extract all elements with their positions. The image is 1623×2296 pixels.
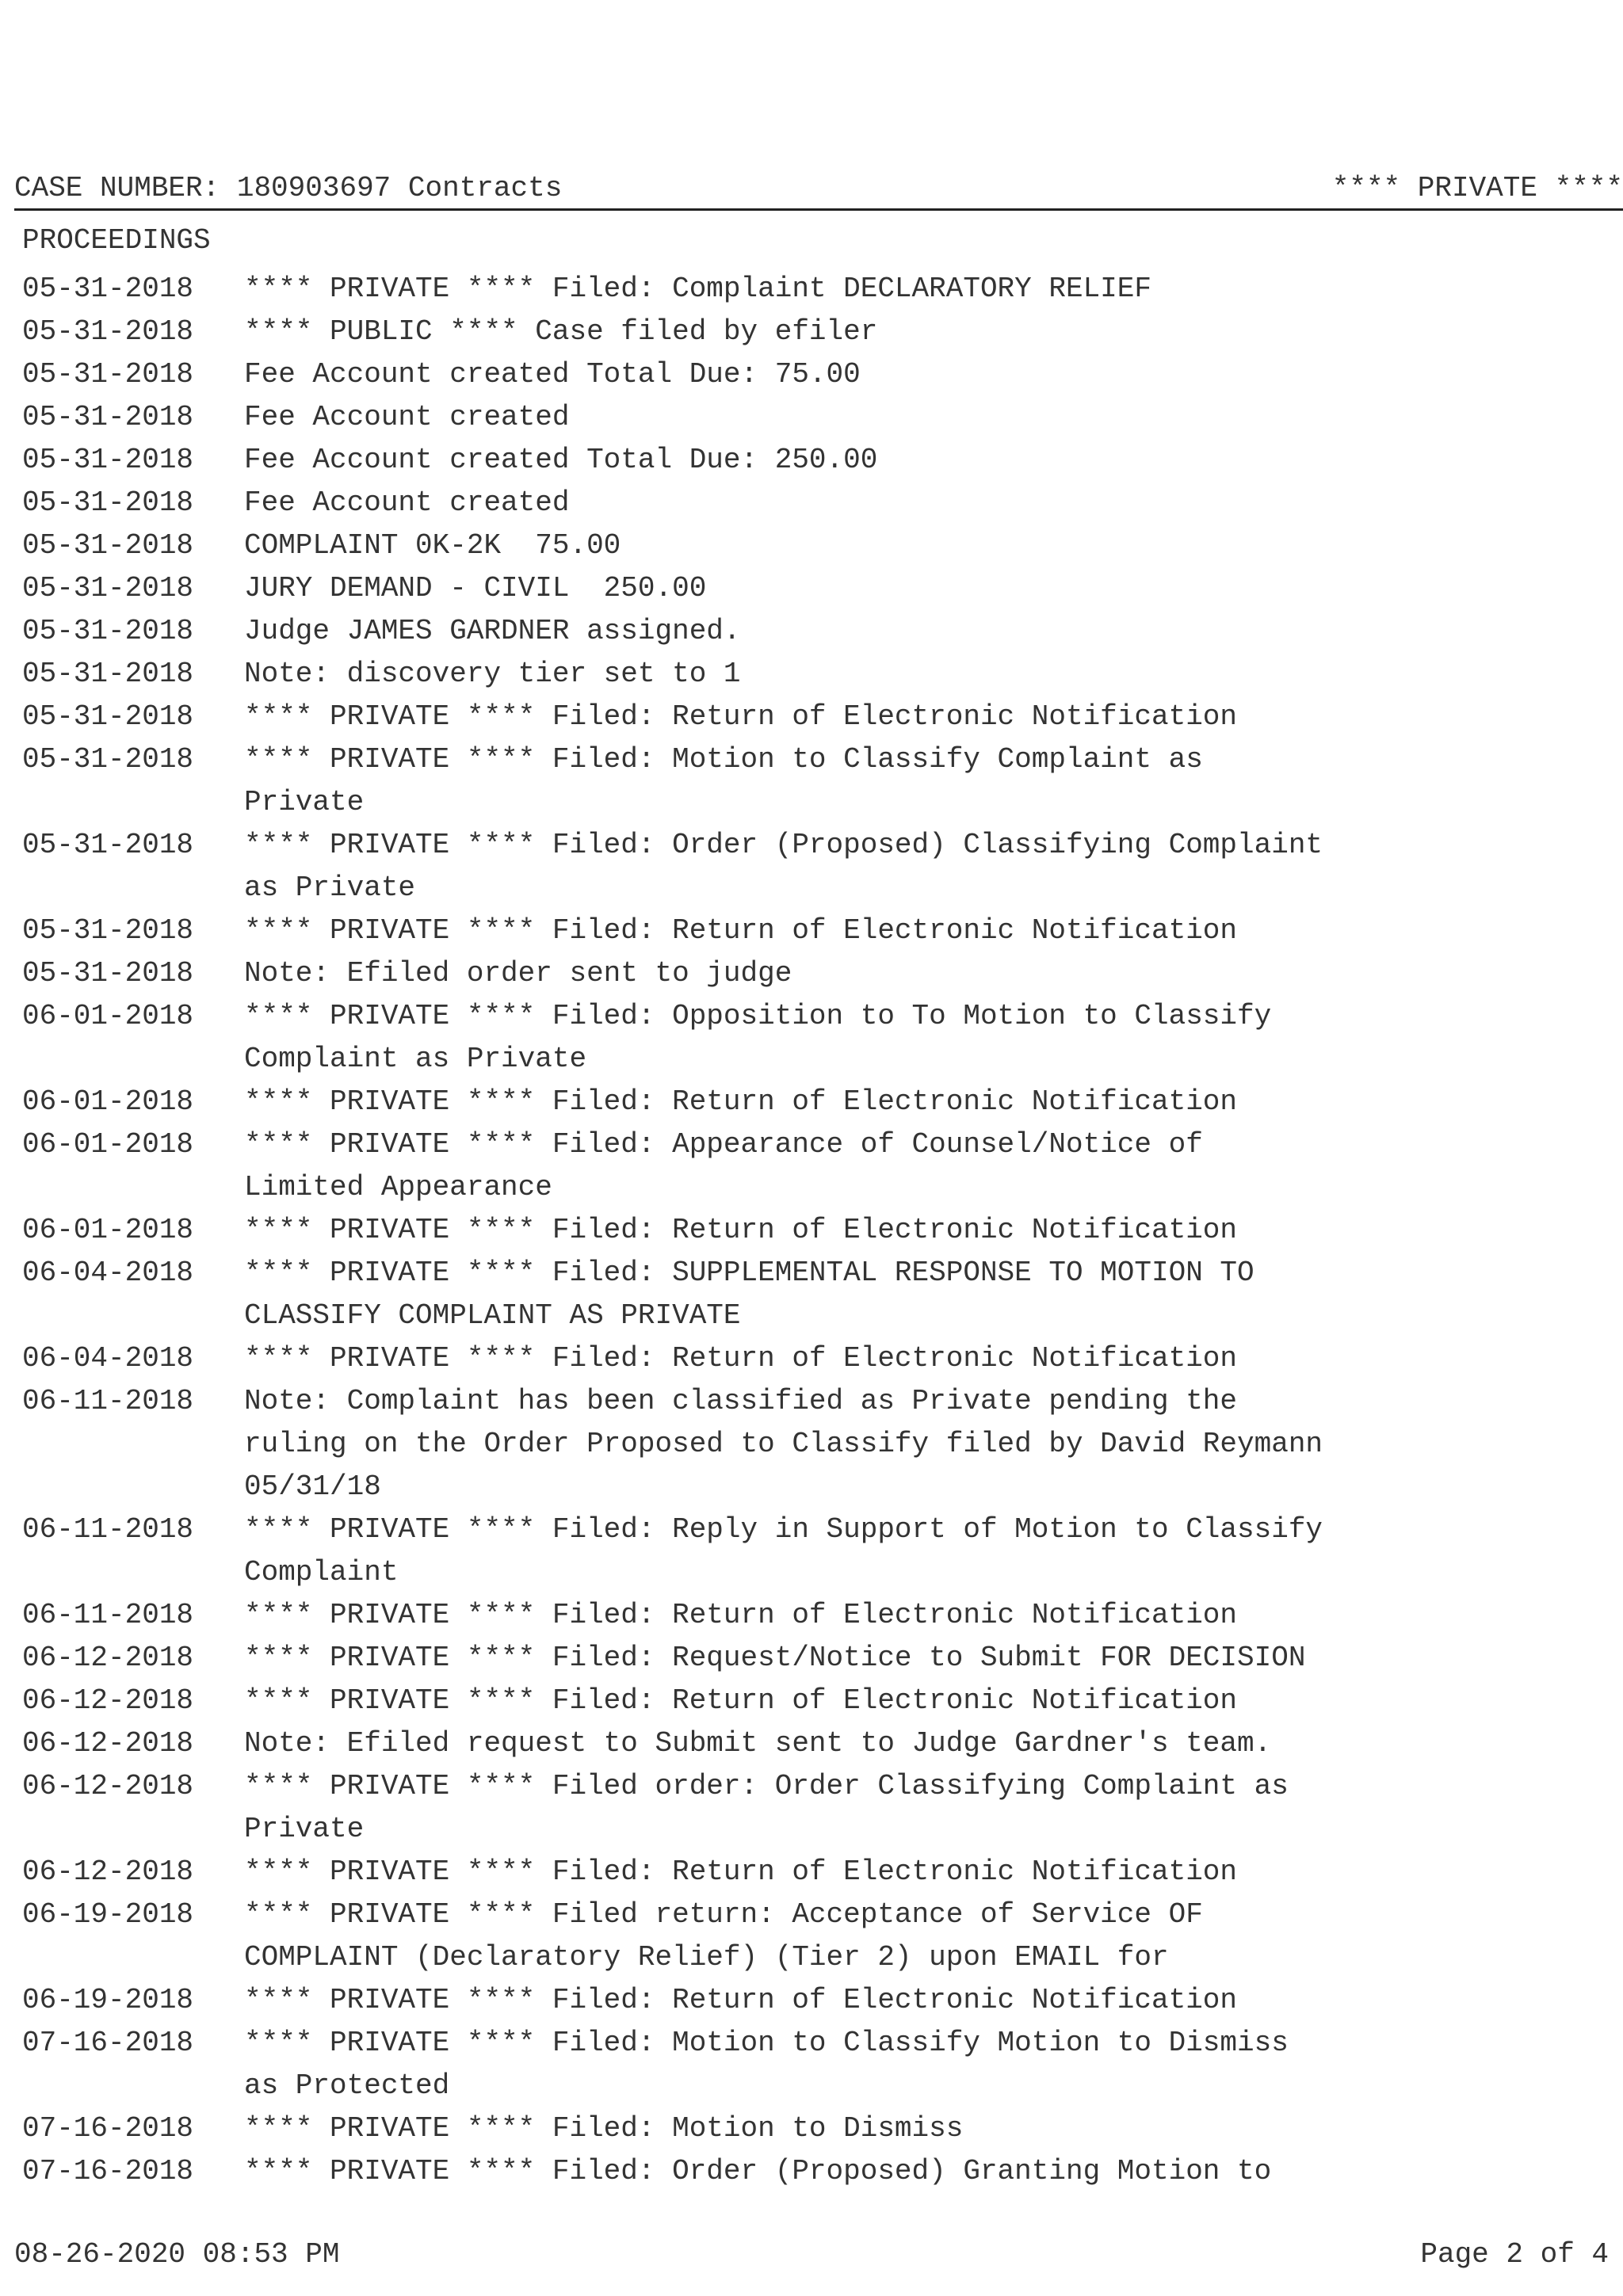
proceeding-entry (22, 1722, 1599, 1765)
entry-text (244, 268, 1599, 311)
entry-text (244, 653, 1599, 696)
entry-date: 06-04-2018 (22, 1257, 194, 1289)
entry-date: 06-01-2018 (22, 1214, 194, 1246)
page-header (14, 170, 1623, 211)
entry-text-line: **** PRIVATE **** Filed: Motion to Classify Motion to Dismiss (244, 2027, 1289, 2059)
entry-text-line: Note: Efiled order sent to judge (244, 957, 792, 990)
proceeding-entry (22, 2107, 1599, 2150)
proceeding-entry (22, 1252, 1599, 1337)
proceeding-entry (22, 567, 1599, 610)
entry-text (244, 2107, 1599, 2150)
proceeding-entry (22, 353, 1599, 396)
entry-text-line: CLASSIFY COMPLAINT AS PRIVATE (244, 1299, 741, 1332)
entry-text (244, 1979, 1599, 2022)
entry-text (244, 353, 1599, 396)
proceeding-entry (22, 2150, 1599, 2193)
entry-text (244, 439, 1599, 482)
printed-timestamp: 08-26-2020 08:53 PM (14, 2238, 340, 2271)
entry-text (244, 995, 1599, 1081)
proceeding-entry (22, 1337, 1599, 1380)
entry-text-line: Private (244, 1813, 365, 1845)
entry-text-line: **** PRIVATE **** Filed: Motion to Dismiss (244, 2112, 964, 2145)
entry-text-line: Complaint (244, 1556, 399, 1589)
entry-text (244, 1508, 1599, 1594)
proceeding-entry (22, 1680, 1599, 1722)
entry-text-line: **** PRIVATE **** Filed: Return of Electronic Notification (244, 1984, 1238, 2016)
entry-date: 05-31-2018 (22, 615, 194, 647)
entry-text-line: as Protected (244, 2069, 450, 2102)
proceeding-entry (22, 1894, 1599, 1979)
entry-text-line: Limited Appearance (244, 1171, 552, 1203)
entry-date: 07-16-2018 (22, 2112, 194, 2145)
entry-text (244, 738, 1599, 824)
entry-date: 05-31-2018 (22, 486, 194, 519)
proceedings-list (22, 268, 1599, 2193)
proceeding-entry (22, 1209, 1599, 1252)
entry-text-line: Fee Account created Total Due: 250.00 (244, 444, 878, 476)
entry-text (244, 1337, 1599, 1380)
entry-text (244, 1252, 1599, 1337)
entry-text-line: **** PRIVATE **** Filed: Return of Electronic Notification (244, 1214, 1238, 1246)
entry-text-line: **** PRIVATE **** Filed: Reply in Support of Motion to Classify (244, 1513, 1323, 1546)
proceeding-entry (22, 952, 1599, 995)
entry-text-line: **** PRIVATE **** Filed return: Acceptance of Service OF (244, 1898, 1203, 1931)
proceeding-entry (22, 653, 1599, 696)
proceeding-entry (22, 1765, 1599, 1851)
entry-date: 07-16-2018 (22, 2027, 194, 2059)
entry-date: 05-31-2018 (22, 358, 194, 391)
proceeding-entry (22, 1508, 1599, 1594)
entry-text-line: COMPLAINT 0K-2K 75.00 (244, 529, 621, 562)
proceeding-entry (22, 1081, 1599, 1123)
proceeding-entry (22, 268, 1599, 311)
entry-text-line: **** PRIVATE **** Filed: Order (Proposed) Classifying Complaint (244, 829, 1323, 861)
entry-text (244, 482, 1599, 524)
entry-text-line: Note: discovery tier set to 1 (244, 658, 741, 690)
entry-text-line: **** PRIVATE **** Filed: Return of Electronic Notification (244, 1342, 1238, 1375)
entry-date: 06-12-2018 (22, 1855, 194, 1888)
entry-date: 06-19-2018 (22, 1984, 194, 2016)
entry-text-line: ruling on the Order Proposed to Classify filed by David Reymann (244, 1428, 1323, 1460)
entry-text-line: Note: Efiled request to Submit sent to Judge Gardner's team. (244, 1727, 1272, 1760)
entry-text-line: Fee Account created (244, 401, 570, 433)
privacy-label: **** PRIVATE **** (1331, 172, 1623, 204)
entry-text (244, 2150, 1599, 2193)
proceeding-entry (22, 910, 1599, 952)
entry-date: 05-31-2018 (22, 315, 194, 348)
proceeding-entry (22, 1594, 1599, 1637)
entry-text-line: Complaint as Private (244, 1043, 587, 1075)
entry-date: 05-31-2018 (22, 914, 194, 947)
entry-text-line: **** PRIVATE **** Filed: SUPPLEMENTAL RESPONSE TO MOTION TO (244, 1257, 1254, 1289)
proceeding-entry (22, 439, 1599, 482)
entry-text-line: Note: Complaint has been classified as Private pending the (244, 1385, 1238, 1417)
entry-text-line: Judge JAMES GARDNER assigned. (244, 615, 741, 647)
entry-text (244, 1594, 1599, 1637)
entry-text-line: Fee Account created Total Due: 75.00 (244, 358, 861, 391)
entry-text-line: **** PRIVATE **** Filed: Order (Proposed) Granting Motion to (244, 2155, 1272, 2187)
entry-text-line: **** PRIVATE **** Filed: Return of Electronic Notification (244, 1599, 1238, 1631)
entry-text (244, 910, 1599, 952)
entry-text-line: COMPLAINT (Declaratory Relief) (Tier 2) upon EMAIL for (244, 1941, 1169, 1974)
entry-text (244, 1851, 1599, 1894)
entry-text (244, 567, 1599, 610)
entry-date: 05-31-2018 (22, 658, 194, 690)
entry-date: 06-19-2018 (22, 1898, 194, 1931)
entry-date: 05-31-2018 (22, 529, 194, 562)
entry-text-line: **** PRIVATE **** Filed: Appearance of Counsel/Notice of (244, 1128, 1203, 1161)
entry-text (244, 952, 1599, 995)
entry-text (244, 1894, 1599, 1979)
entry-text-line: JURY DEMAND - CIVIL 250.00 (244, 572, 707, 605)
entry-date: 06-11-2018 (22, 1599, 194, 1631)
proceeding-entry (22, 1637, 1599, 1680)
entry-date: 05-31-2018 (22, 743, 194, 776)
proceeding-entry (22, 1851, 1599, 1894)
entry-text (244, 1680, 1599, 1722)
entry-date: 05-31-2018 (22, 273, 194, 305)
entry-text-line: **** PUBLIC **** Case filed by efiler (244, 315, 878, 348)
entry-text (244, 696, 1599, 738)
proceeding-entry (22, 311, 1599, 353)
entry-text (244, 1123, 1599, 1209)
proceeding-entry (22, 824, 1599, 910)
entry-date: 06-01-2018 (22, 1085, 194, 1118)
case-number: CASE NUMBER: 180903697 Contracts (14, 172, 563, 204)
entry-date: 06-12-2018 (22, 1770, 194, 1802)
entry-date: 06-11-2018 (22, 1513, 194, 1546)
entry-text (244, 524, 1599, 567)
entry-date: 05-31-2018 (22, 401, 194, 433)
entry-text (244, 1765, 1599, 1851)
proceeding-entry (22, 396, 1599, 439)
entry-text-line: **** PRIVATE **** Filed: Return of Electronic Notification (244, 1085, 1238, 1118)
entry-text-line: **** PRIVATE **** Filed: Return of Electronic Notification (244, 700, 1238, 733)
proceeding-entry (22, 610, 1599, 653)
entry-text-line: **** PRIVATE **** Filed: Return of Electronic Notification (244, 914, 1238, 947)
entry-date: 06-01-2018 (22, 1000, 194, 1032)
entry-date: 07-16-2018 (22, 2155, 194, 2187)
entry-text (244, 1209, 1599, 1252)
entry-text-line: as Private (244, 871, 416, 904)
entry-text-line: **** PRIVATE **** Filed: Request/Notice to Submit FOR DECISION (244, 1642, 1306, 1674)
entry-text-line: **** PRIVATE **** Filed: Opposition to To Motion to Classify (244, 1000, 1272, 1032)
entry-date: 05-31-2018 (22, 444, 194, 476)
entry-date: 05-31-2018 (22, 957, 194, 990)
proceedings-title: PROCEEDINGS (22, 224, 211, 257)
entry-text-line: Private (244, 786, 365, 818)
proceeding-entry (22, 482, 1599, 524)
entry-text (244, 311, 1599, 353)
entry-text-line: **** PRIVATE **** Filed: Return of Electronic Notification (244, 1855, 1238, 1888)
entry-date: 05-31-2018 (22, 829, 194, 861)
proceeding-entry (22, 995, 1599, 1081)
proceeding-entry (22, 1380, 1599, 1508)
page-number: Page 2 of 4 (1420, 2238, 1609, 2271)
entry-text (244, 824, 1599, 910)
entry-text-line: **** PRIVATE **** Filed order: Order Classifying Complaint as (244, 1770, 1289, 1802)
entry-date: 05-31-2018 (22, 572, 194, 605)
entry-date: 06-12-2018 (22, 1642, 194, 1674)
proceeding-entry (22, 2022, 1599, 2107)
entry-date: 06-01-2018 (22, 1128, 194, 1161)
proceeding-entry (22, 524, 1599, 567)
entry-date: 05-31-2018 (22, 700, 194, 733)
entry-text-line: **** PRIVATE **** Filed: Return of Electronic Notification (244, 1684, 1238, 1717)
entry-text (244, 610, 1599, 653)
entry-date: 06-12-2018 (22, 1684, 194, 1717)
entry-text-line: Fee Account created (244, 486, 570, 519)
entry-text-line: **** PRIVATE **** Filed: Complaint DECLARATORY RELIEF (244, 273, 1151, 305)
entry-text (244, 1637, 1599, 1680)
entry-date: 06-11-2018 (22, 1385, 194, 1417)
entry-text (244, 2022, 1599, 2107)
entry-text (244, 1380, 1599, 1508)
proceeding-entry (22, 1979, 1599, 2022)
entry-text-line: **** PRIVATE **** Filed: Motion to Classify Complaint as (244, 743, 1203, 776)
entry-text (244, 1722, 1599, 1765)
entry-date: 06-12-2018 (22, 1727, 194, 1760)
proceeding-entry (22, 1123, 1599, 1209)
entry-date: 06-04-2018 (22, 1342, 194, 1375)
entry-text-line: 05/31/18 (244, 1470, 381, 1503)
proceeding-entry (22, 696, 1599, 738)
entry-text (244, 1081, 1599, 1123)
proceeding-entry (22, 738, 1599, 824)
entry-text (244, 396, 1599, 439)
